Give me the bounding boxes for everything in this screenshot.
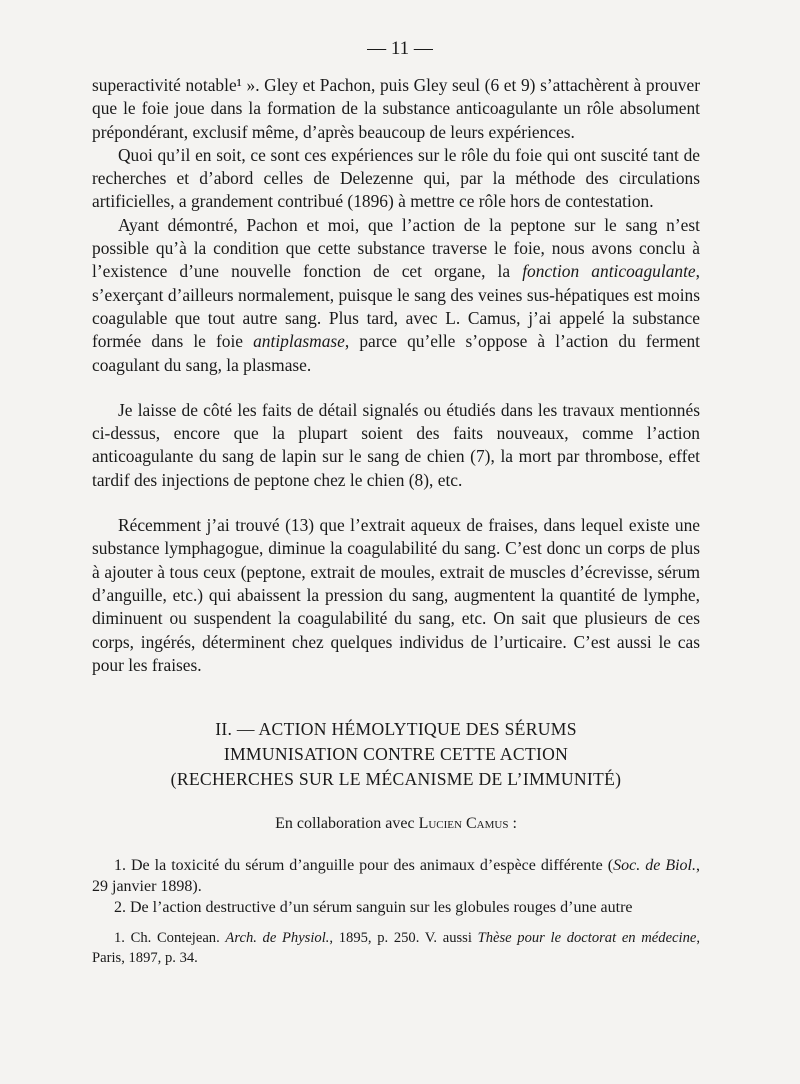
paragraph-3 xyxy=(92,214,700,377)
paragraph-3-emphasis-1: fonction anticoagulante xyxy=(522,261,696,282)
footnote-1 xyxy=(92,928,700,968)
reference-item-1 xyxy=(92,855,700,897)
footnote-text-a: 1. Ch. Contejean. xyxy=(114,930,226,947)
reference-list xyxy=(92,855,700,918)
paragraph-5: Récemment j’ai trouvé (13) que l’extrait aqueux de fraises, dans lequel existe une substance lymphagogue, diminue la coagulabilité du sang. C’est donc un corps de plus à ajouter à tous ceux (peptone, extrait de moules, extrait de muscles d’écrevisse, sérum d’anguille, etc.) qui abaissent la pression du sang, augmentent la quantité de lymphe, diminuent ou suspendent la coagulabilité du sang, etc. On sait que plusieurs de ces corps, ingérés, déterminent chez quelques individus de l’urticaire. C’est aussi le cas pour les fraises. xyxy=(92,515,700,675)
spacer xyxy=(92,677,700,717)
spacer xyxy=(92,377,700,399)
spacer xyxy=(92,492,700,514)
section-heading-line-2: IMMUNISATION CONTRE CETTE ACTION xyxy=(223,744,569,765)
reference-1-text-a: 1. De la toxicité du sérum d’anguille pour des animaux d’espèce différente ( xyxy=(114,857,614,875)
footnote-journal: Arch. de Physiol. xyxy=(225,930,330,947)
collaboration-line xyxy=(92,812,700,835)
paragraph-2: Quoi qu’il en soit, ce sont ces expériences sur le rôle du foie qui ont suscité tant de recherches et d’abord celles de Delezenne qui, par la méthode des circulations artificielles, a grandement contribué (1896) à mettre ce rôle hors de contestation. xyxy=(92,144,700,212)
page-body xyxy=(92,74,700,968)
paragraph-3-text-c: , parce qu’elle s’oppose à l’action du ferment coagulant du sang, la plasmase. xyxy=(92,331,700,375)
paragraph-3-text-b: , s’exerçant d’ailleurs normalement, puisque le sang des veines sus-hépatiques est moins coagulable que tout autre sang. Plus tard, avec L. Camus, j’ai appelé la substance formée dans le foie xyxy=(92,261,700,352)
footnote xyxy=(92,928,700,968)
reference-1-text-b: , 29 janvier 1898). xyxy=(92,857,700,896)
collaborator-name: Lucien Camus xyxy=(418,815,509,833)
paragraph-4: Je laisse de côté les faits de détail signalés ou étudiés dans les travaux mentionnés ci-dessus, encore que la plupart soient des faits nouveaux, comme l’action anticoagulante du sang de lapin sur le sang de chien (7), la mort par thrombose, effet tardif des injections de peptone chez le chien (8), etc. xyxy=(92,399,700,490)
collaboration-prefix: En collaboration avec xyxy=(275,815,419,833)
collaboration-suffix: : xyxy=(508,815,517,833)
paragraph-3-text-a: Ayant démontré, Pachon et moi, que l’action de la peptone sur le sang n’est possible qu’à la condition que cette substance traverse le foie, nous avons conclu à l’existence d’une nouvelle fonction de cet organe, la xyxy=(92,214,700,282)
reference-item-2: 2. De l’action destructive d’un sérum sanguin sur les globules rouges d’une autre xyxy=(114,899,633,917)
paragraph-1: superactivité notable¹ ». Gley et Pachon, puis Gley seul (6 et 9) s’attachèrent à prouver que le foie joue dans la formation de la substance anticoagulante un rôle absolument prépondérant, exclusif même, d’après beaucoup de leurs expériences. xyxy=(92,75,700,142)
footnote-text-c: , Paris, 1897, p. 34. xyxy=(92,930,701,967)
footnote-text-b: , 1895, p. 250. V. aussi xyxy=(329,930,478,947)
paragraph-3-emphasis-2: antiplasmase xyxy=(253,331,345,352)
page-number: — 11 — xyxy=(367,38,433,59)
reference-1-journal: Soc. de Biol. xyxy=(613,857,696,875)
section-heading-line-3: (RECHERCHES SUR LE MÉCANISME DE L’IMMUNITÉ) xyxy=(170,769,622,790)
footnote-thesis-title: Thèse pour le doctorat en médecine xyxy=(477,930,697,947)
section-heading-line-1: II. — ACTION HÉMOLYTIQUE DES SÉRUMS xyxy=(215,719,577,740)
section-heading xyxy=(92,717,700,792)
